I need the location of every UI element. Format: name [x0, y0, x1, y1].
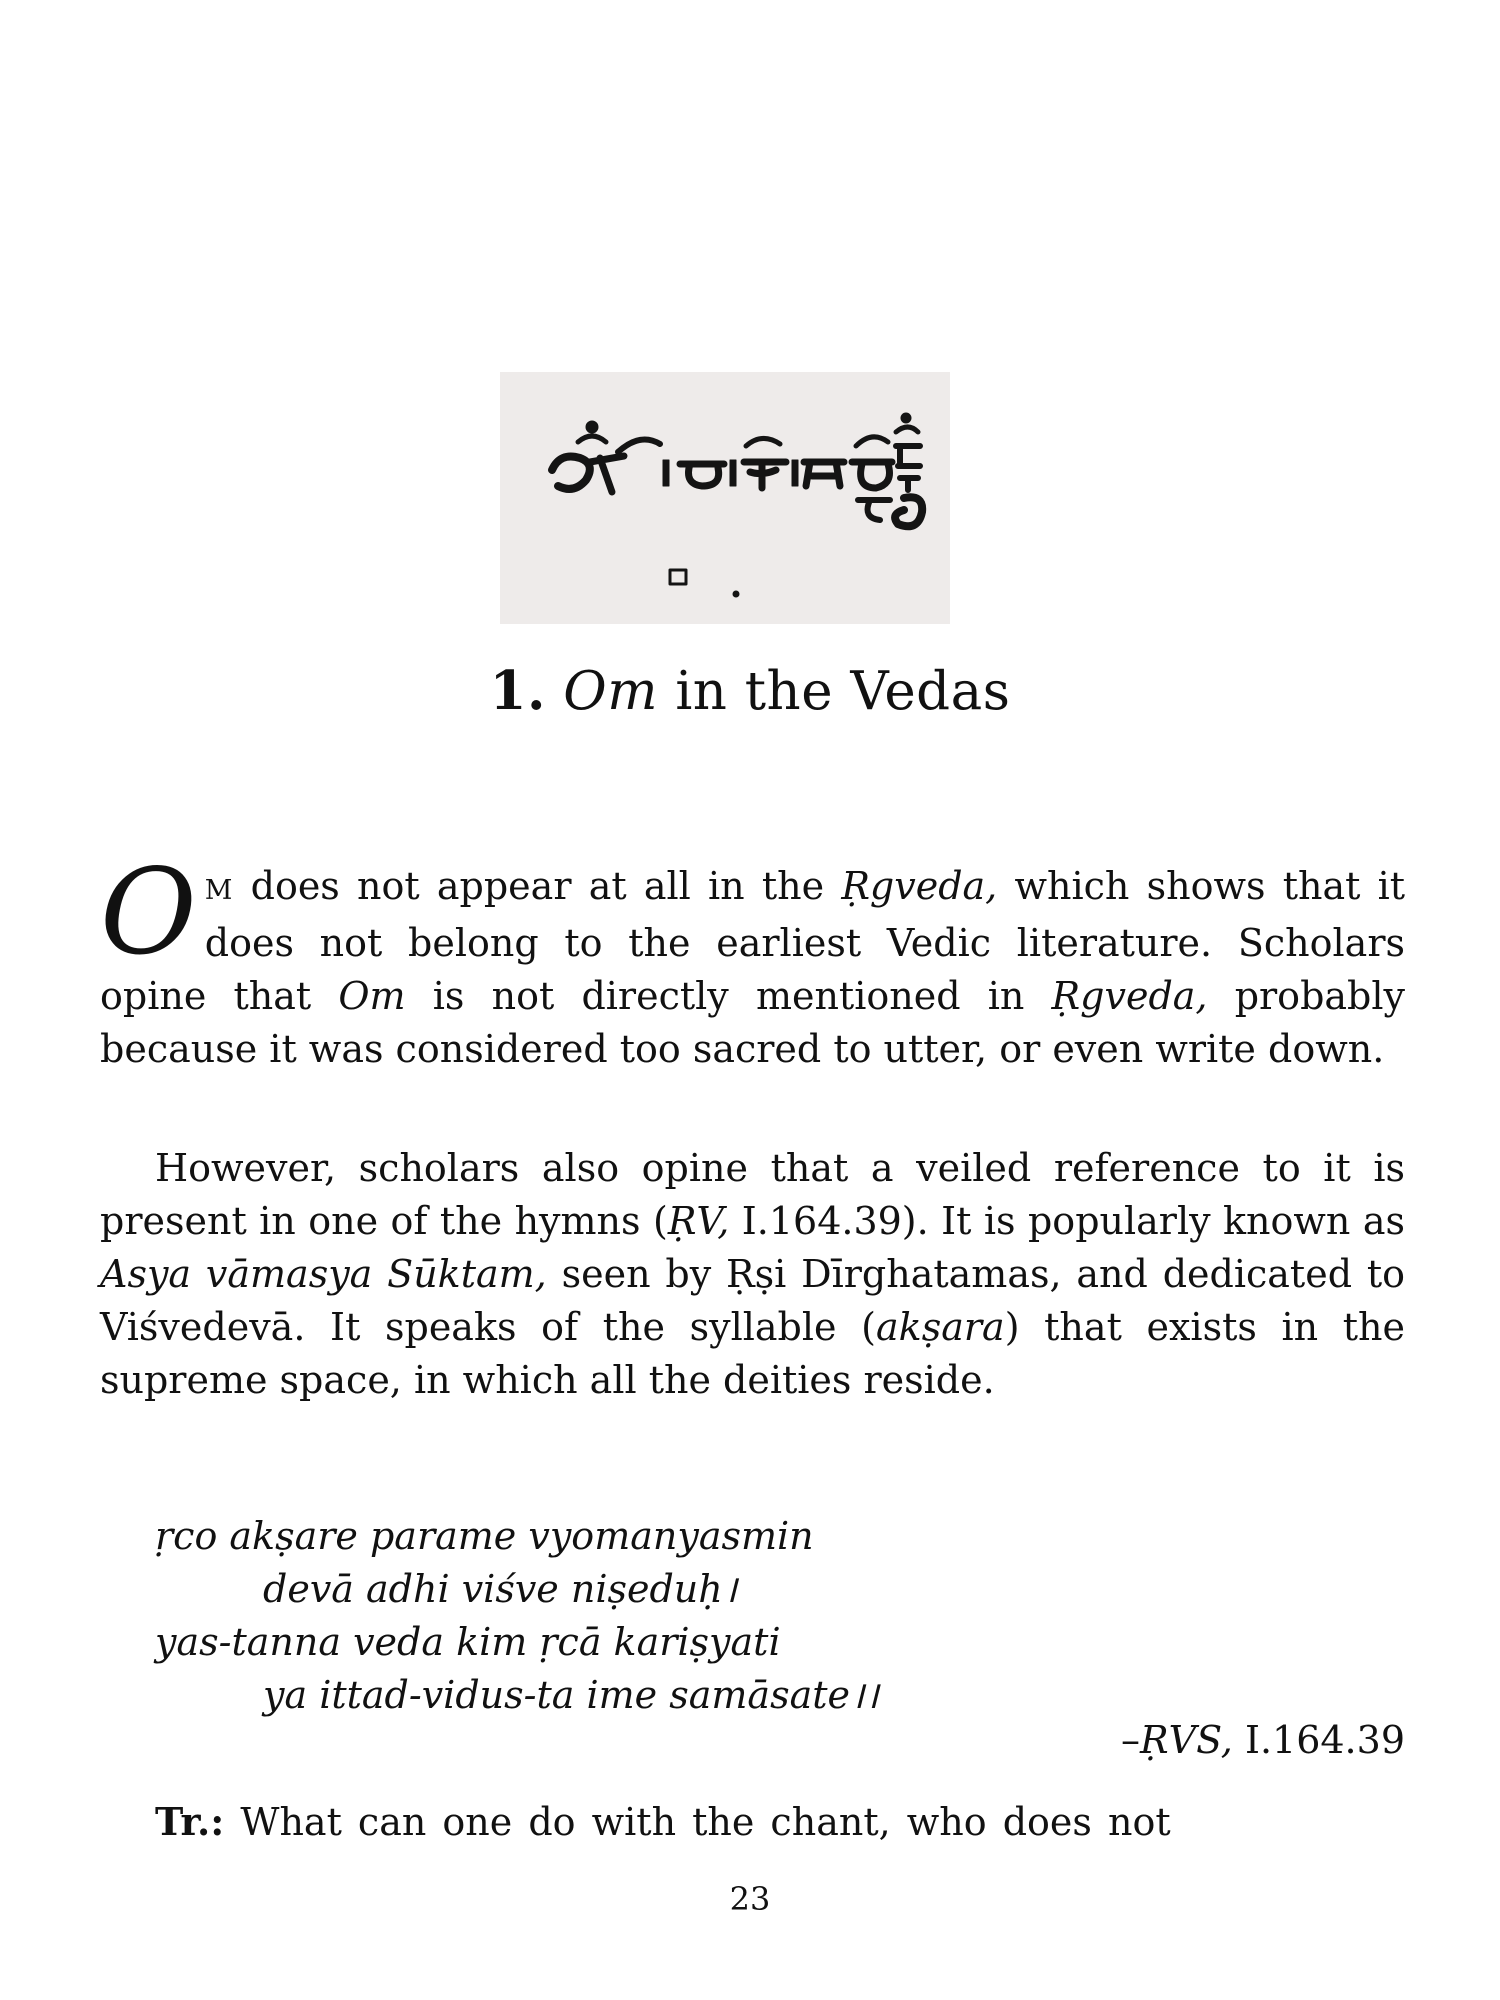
- om-mantra-emblem: [500, 372, 950, 624]
- paragraph-2: [100, 1142, 1405, 1407]
- citation-ref: I.164.39: [1232, 1718, 1405, 1762]
- paragraph-1-text-4: probably because it was considered too sacred to utter, or even write down.: [100, 974, 1405, 1071]
- paragraph-1-italic-3: Ṛgveda,: [1051, 974, 1208, 1018]
- citation-source: ṚVS,: [1140, 1718, 1233, 1762]
- paragraph-1-italic-2: Om: [338, 974, 406, 1018]
- verse-line: ṛco akṣare parame vyomanyasmin: [155, 1514, 814, 1558]
- verse-line: devā adhi viśve niṣeduḥ।: [263, 1567, 738, 1611]
- paragraph-1-text-1: does not appear at all in the: [233, 864, 842, 908]
- paragraph-1-text-3: is not directly mentioned in: [405, 974, 1052, 1018]
- paragraph-2-text-2: I.164.39). It is popularly known as: [729, 1199, 1406, 1243]
- translation-label: Tr.:: [155, 1799, 225, 1844]
- paragraph-2-text-1: However, scholars also opine that a veiled reference to it is present in one of the hymns (: [100, 1146, 1405, 1243]
- paragraph-2-text-3: seen by Ṛṣi Dīrghatamas, and dedicated to Viśvedevā. It speaks of the syllable (: [100, 1252, 1406, 1349]
- page-number: 23: [729, 1880, 771, 1918]
- small-cap: M: [204, 875, 234, 906]
- chapter-number: 1.: [489, 660, 546, 722]
- verse-line: yas-tanna veda kim ṛcā kariṣyati: [155, 1620, 781, 1664]
- translation-line: [155, 1795, 1405, 1849]
- chapter-title: [0, 660, 1500, 722]
- paragraph-2-text-4: ) that exists in the supreme space, in which all the deities reside.: [100, 1305, 1406, 1402]
- paragraph-1: [100, 843, 1406, 1076]
- translation-text: What can one do with the chant, who does not: [224, 1800, 1171, 1844]
- verse-line: ya ittad-vidus-ta ime samāsate।।: [263, 1673, 879, 1717]
- citation-dash: –: [1121, 1718, 1141, 1762]
- paragraph-1-italic-1: Ṛgveda,: [841, 864, 998, 908]
- paragraph-2-italic-3: akṣara: [876, 1305, 1005, 1349]
- tibetan-om-mani-padme-hum-script-icon: [500, 372, 950, 624]
- paragraph-2-italic-1: ṚV,: [667, 1199, 730, 1243]
- drop-cap: O: [100, 843, 197, 981]
- paragraph-1-text-2: which shows that it does not belong to the earliest Vedic literature. Scholars opine that: [100, 864, 1406, 1018]
- chapter-title-rest: in the Vedas: [657, 661, 1011, 722]
- verse-citation: [1121, 1718, 1405, 1762]
- sanskrit-verse: [155, 1510, 879, 1722]
- chapter-title-italic: Om: [563, 661, 658, 722]
- paragraph-2-italic-2: Asya vāmasya Sūktam,: [100, 1252, 547, 1296]
